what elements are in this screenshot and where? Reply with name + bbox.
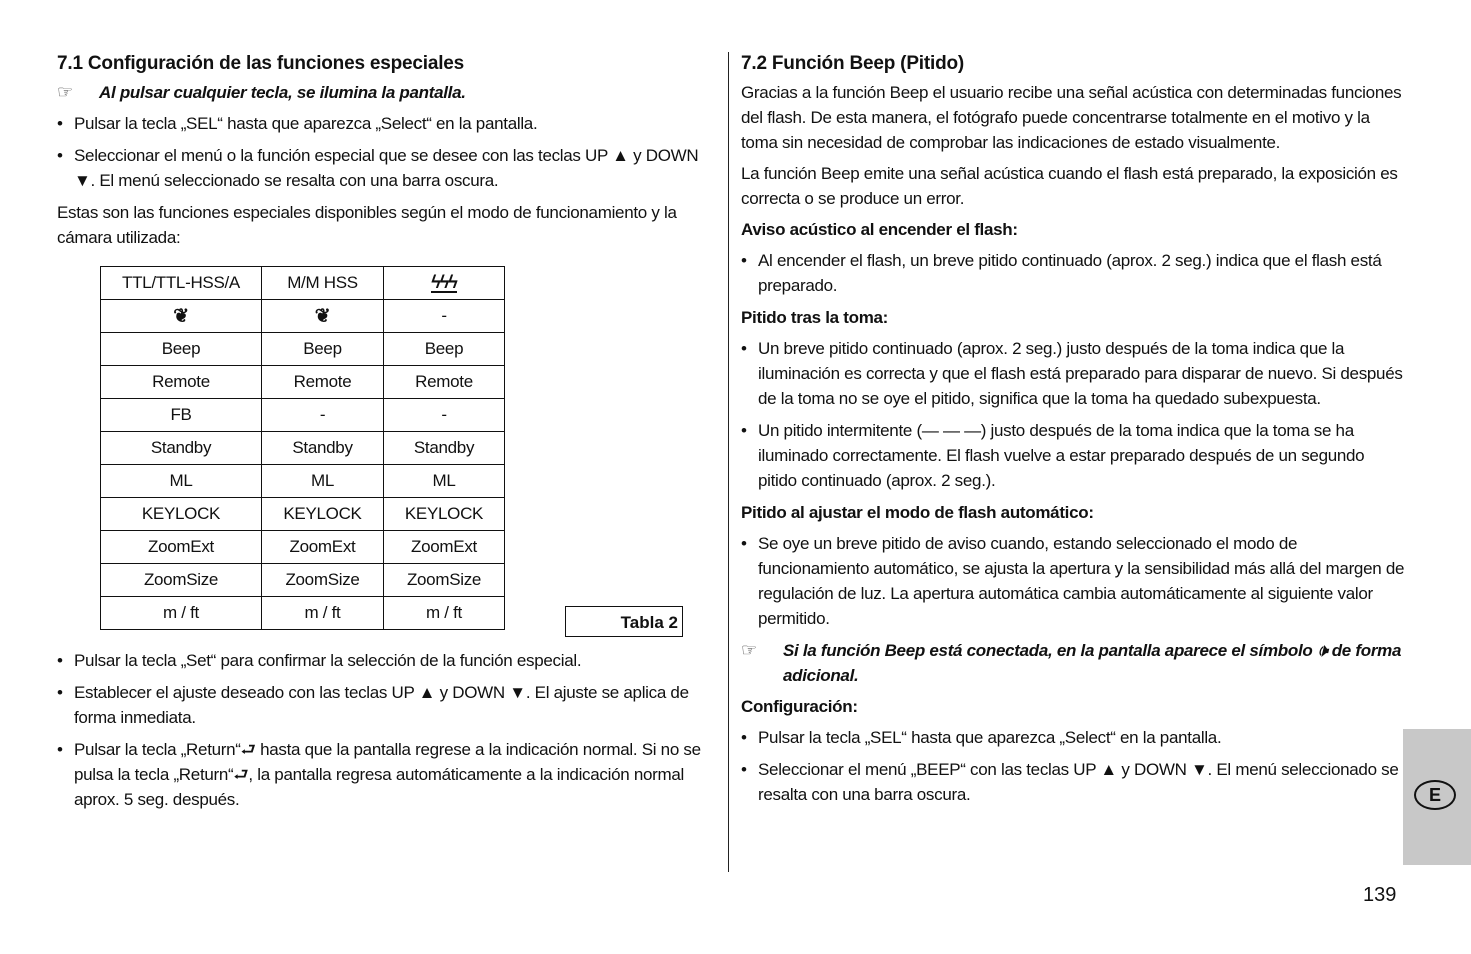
bullet-icon: • [741,760,747,779]
language-tab-label: E [1414,780,1456,810]
bullet-icon: • [57,740,63,759]
list-item: • Pulsar la tecla „SEL“ hasta que aparezca „Select“ en la pantalla. [57,111,717,136]
table-cell: - [384,300,505,333]
table-header-row [101,267,505,300]
table-cell: ZoomExt [262,531,384,564]
table-cell: Beep [262,333,384,366]
table-cell: ZoomSize [384,564,505,597]
bullet-icon: • [57,146,63,165]
table-row [101,300,505,333]
bullet-icon: • [57,114,63,133]
section-heading-7-1: 7.1 Configuración de las funciones especiales [57,53,465,74]
section-heading-7-2: 7.2 Función Beep (Pitido) [741,53,965,74]
table-cell: ZoomExt [101,531,262,564]
table-row [101,366,505,399]
table-cell: - [262,399,384,432]
table-cell: Standby [262,432,384,465]
subheading: Aviso acústico al encender el flash: [741,220,1018,239]
table-cell: - [384,399,505,432]
list-item: • Seleccionar el menú „BEEP“ con las teclas UP ▲ y DOWN ▼. El menú seleccionado se resalta con una barra oscura. [741,757,1406,807]
table-cell: m / ft [262,597,384,630]
bullet-icon: • [741,728,747,747]
table-cell: Standby [101,432,262,465]
table-header-cell [384,267,505,300]
table-cell: m / ft [101,597,262,630]
table-cell: Beep [384,333,505,366]
page-number: 139 [1363,884,1397,906]
bullet-icon: • [741,534,747,553]
list-item: • Pulsar la tecla „Set“ para confirmar la selección de la función especial. [57,648,717,673]
table-cell: ZoomSize [101,564,262,597]
table-row [101,564,505,597]
table-cell: KEYLOCK [262,498,384,531]
table-row [101,465,505,498]
list-item: • Un pitido intermitente (— — —) justo después de la toma indica que la toma se ha iluminado correctamente. El flash vuelve a estar preparado después de un segundo pitido continuado (aprox. 2 seg.). [741,418,1406,493]
subheading: Pitido al ajustar el modo de flash automático: [741,503,1094,522]
paragraph: La función Beep emite una señal acústica cuando el flash está preparado, la exposición es correcta o se produce un error. [741,164,1398,208]
table-cell: Remote [262,366,384,399]
telephoto-icon: ❦ [262,300,384,333]
right-column [741,52,1406,814]
table-cell: KEYLOCK [101,498,262,531]
bullet-icon: • [57,651,63,670]
table-cell: ZoomSize [262,564,384,597]
list-item: • Pulsar la tecla „Return“⮐ hasta que la pantalla regrese a la indicación normal. Si no se pulsa la tecla „Return“⮐, la pantalla regresa automáticamente a la indicación normal aprox. 5 seg. después. [57,737,717,812]
note [741,638,1406,688]
table-cell: Beep [101,333,262,366]
table-cell: ML [384,465,505,498]
subheading: Configuración: [741,697,858,716]
note-text: Al pulsar cualquier tecla, se ilumina la pantalla. [99,83,466,102]
table-row [101,597,505,630]
table-cell: Standby [384,432,505,465]
bullet-icon: • [57,683,63,702]
list-item: • Se oye un breve pitido de aviso cuando, estando seleccionado el modo de funcionamiento automático, se ajusta la apertura y la sensibilidad más allá del margen de regulación de luz. La apertura automática cambia automáticamente al siguiente valor permitido. [741,531,1406,631]
bullet-icon: • [741,421,747,440]
list-item: • Seleccionar el menú o la función especial que se desee con las teclas UP ▲ y DOWN ▼. El menú seleccionado se resalta con una barra oscura. [57,143,717,193]
language-tab [1403,729,1471,865]
note-text: Si la función Beep está conectada, en la pantalla aparece el símbolo 🕩 de forma adicional. [783,641,1402,685]
special-functions-table-wrap [100,266,717,638]
bullet-icon: • [741,251,747,270]
table-cell: Remote [101,366,262,399]
table-row [101,432,505,465]
table-row [101,333,505,366]
table-row [101,531,505,564]
column-divider [728,52,729,872]
table-row [101,399,505,432]
table-row [101,498,505,531]
telephoto-icon: ❦ [101,300,262,333]
paragraph: Gracias a la función Beep el usuario recibe una señal acústica con determinadas funciones del flash. De esta manera, el fotógrafo puede concentrarse totalmente en el motivo y la toma sin necesidad de comprobar las indicaciones de estado visualmente. [741,83,1402,152]
list-item: • Al encender el flash, un breve pitido continuado (aprox. 2 seg.) indica que el flash está preparado. [741,248,1406,298]
note [57,80,717,105]
bullet-icon: • [741,339,747,358]
table-header-cell: M/M HSS [262,267,384,300]
list-item: • Establecer el ajuste deseado con las teclas UP ▲ y DOWN ▼. El ajuste se aplica de forma inmediata. [57,680,717,730]
auto-flash-icon: ϟϟϟ [431,272,457,292]
list-item: • Pulsar la tecla „SEL“ hasta que aparezca „Select“ en la pantalla. [741,725,1406,750]
table-caption: Tabla 2 [565,606,683,637]
special-functions-table [100,266,505,630]
table-cell: KEYLOCK [384,498,505,531]
list-item: • Un breve pitido continuado (aprox. 2 seg.) justo después de la toma indica que la iluminación es correcta y que el flash está preparado para disparar de nuevo. Si después de la toma no se oye el pitido, significa que la toma ha quedado subexpuesta. [741,336,1406,411]
table-cell: ZoomExt [384,531,505,564]
table-cell: Remote [384,366,505,399]
table-cell: ML [262,465,384,498]
subheading: Pitido tras la toma: [741,308,889,327]
table-header-cell: TTL/TTL-HSS/A [101,267,262,300]
table-cell: ML [101,465,262,498]
pointing-hand-icon: ☞ [741,640,757,660]
intro-paragraph: Estas son las funciones especiales disponibles según el modo de funcionamiento y la cámara utilizada: [57,203,677,247]
table-cell: FB [101,399,262,432]
left-column [57,52,717,819]
pointing-hand-icon: ☞ [57,82,73,102]
table-cell: m / ft [384,597,505,630]
